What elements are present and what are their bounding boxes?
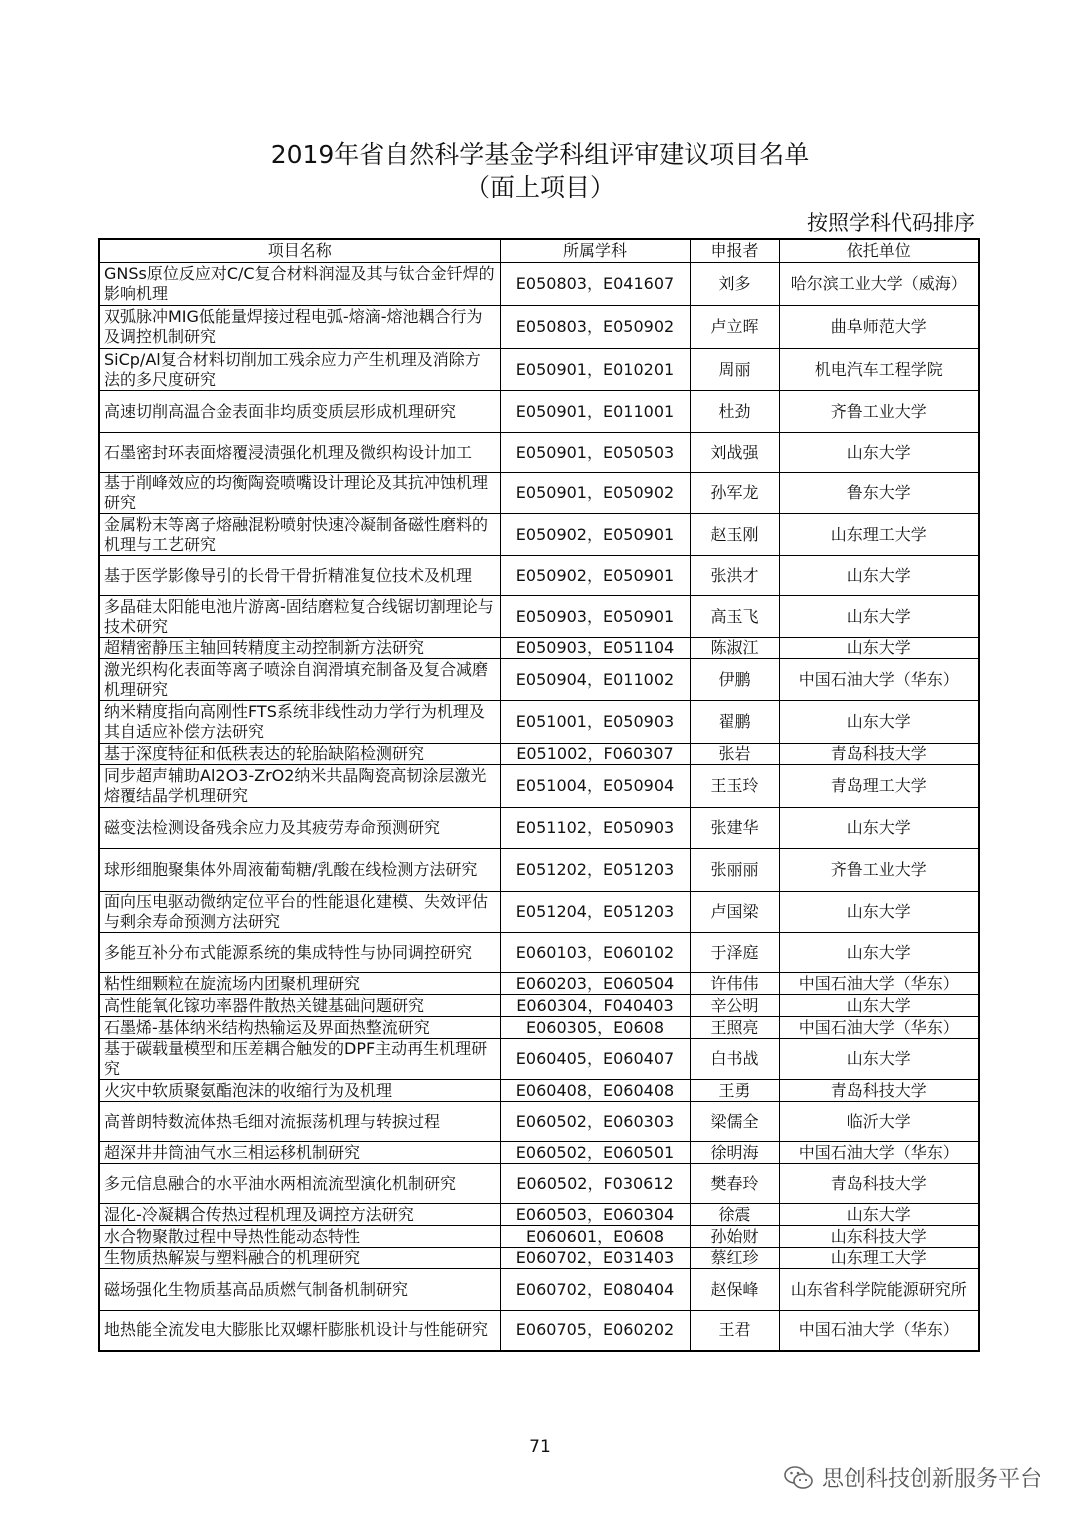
project-name-cell: 粘性细颗粒在旋流场内团聚机理研究 bbox=[99, 973, 500, 995]
table-row bbox=[99, 892, 979, 933]
discipline-cell: E051002，F060307 bbox=[500, 744, 690, 765]
table-row bbox=[99, 973, 979, 995]
host-unit-cell: 青岛科技大学 bbox=[779, 744, 979, 765]
discipline-cell: E050803，E050902 bbox=[500, 306, 690, 349]
host-unit-cell: 山东科技大学 bbox=[779, 1226, 979, 1248]
applicant-cell: 王玉玲 bbox=[690, 765, 779, 808]
host-unit-cell: 山东大学 bbox=[779, 933, 979, 973]
project-name-cell: 火灾中软质聚氨酯泡沫的收缩行为及机理 bbox=[99, 1080, 500, 1102]
discipline-cell: E050803，E041607 bbox=[500, 263, 690, 306]
discipline-cell: E050901，E010201 bbox=[500, 349, 690, 391]
discipline-cell: E060502，F030612 bbox=[500, 1164, 690, 1204]
applicant-cell: 许伟伟 bbox=[690, 973, 779, 995]
host-unit-cell: 中国石油大学（华东） bbox=[779, 1311, 979, 1351]
host-unit-cell: 青岛科技大学 bbox=[779, 1080, 979, 1102]
applicant-cell: 樊春玲 bbox=[690, 1164, 779, 1204]
table-row bbox=[99, 349, 979, 391]
discipline-cell: E060702，E031403 bbox=[500, 1248, 690, 1269]
project-name-cell: 地热能全流发电大膨胀比双螺杆膨胀机设计与性能研究 bbox=[99, 1311, 500, 1351]
discipline-cell: E060408，E060408 bbox=[500, 1080, 690, 1102]
host-unit-cell: 中国石油大学（华东） bbox=[779, 1017, 979, 1039]
column-header-discipline: 所属学科 bbox=[500, 239, 690, 263]
discipline-cell: E050904，E011002 bbox=[500, 659, 690, 701]
applicant-cell: 赵保峰 bbox=[690, 1269, 779, 1311]
table-row bbox=[99, 1269, 979, 1311]
host-unit-cell: 中国石油大学（华东） bbox=[779, 973, 979, 995]
applicant-cell: 周丽 bbox=[690, 349, 779, 391]
applicant-cell: 卢国梁 bbox=[690, 892, 779, 933]
project-name-cell: 同步超声辅助Al2O3-ZrO2纳米共晶陶瓷高韧涂层激光熔覆结晶学机理研究 bbox=[99, 765, 500, 808]
applicant-cell: 梁儒全 bbox=[690, 1102, 779, 1142]
table-row bbox=[99, 808, 979, 849]
watermark bbox=[784, 1462, 1042, 1493]
project-name-cell: 基于深度特征和低秩表达的轮胎缺陷检测研究 bbox=[99, 744, 500, 765]
discipline-cell: E060702，E080404 bbox=[500, 1269, 690, 1311]
table-row bbox=[99, 473, 979, 514]
discipline-cell: E050901，E050902 bbox=[500, 473, 690, 514]
table-row bbox=[99, 1017, 979, 1039]
table-row bbox=[99, 638, 979, 659]
table-row bbox=[99, 765, 979, 808]
column-header-applicant: 申报者 bbox=[690, 239, 779, 263]
discipline-cell: E051001，E050903 bbox=[500, 701, 690, 744]
host-unit-cell: 齐鲁工业大学 bbox=[779, 849, 979, 892]
host-unit-cell: 中国石油大学（华东） bbox=[779, 1142, 979, 1164]
table-row bbox=[99, 596, 979, 638]
project-name-cell: 纳米精度指向高刚性FTS系统非线性动力学行为机理及其自适应补偿方法研究 bbox=[99, 701, 500, 744]
applicant-cell: 高玉飞 bbox=[690, 596, 779, 638]
table-row bbox=[99, 933, 979, 973]
discipline-cell: E060502，E060501 bbox=[500, 1142, 690, 1164]
host-unit-cell: 山东大学 bbox=[779, 556, 979, 596]
applicant-cell: 张岩 bbox=[690, 744, 779, 765]
discipline-cell: E051004，E050904 bbox=[500, 765, 690, 808]
host-unit-cell: 山东大学 bbox=[779, 1204, 979, 1226]
host-unit-cell: 山东大学 bbox=[779, 701, 979, 744]
page-title bbox=[0, 138, 1080, 204]
host-unit-cell: 鲁东大学 bbox=[779, 473, 979, 514]
table-row bbox=[99, 849, 979, 892]
applicant-cell: 王勇 bbox=[690, 1080, 779, 1102]
host-unit-cell: 齐鲁工业大学 bbox=[779, 391, 979, 433]
applicant-cell: 杜劲 bbox=[690, 391, 779, 433]
project-name-cell: 基于碳载量模型和压差耦合触发的DPF主动再生机理研究 bbox=[99, 1039, 500, 1080]
host-unit-cell: 中国石油大学（华东） bbox=[779, 659, 979, 701]
table-row bbox=[99, 1164, 979, 1204]
discipline-cell: E060502，E060303 bbox=[500, 1102, 690, 1142]
column-header-name: 项目名称 bbox=[99, 239, 500, 263]
discipline-cell: E060705，E060202 bbox=[500, 1311, 690, 1351]
discipline-cell: E050902，E050901 bbox=[500, 556, 690, 596]
applicant-cell: 伊鹏 bbox=[690, 659, 779, 701]
project-table bbox=[98, 238, 980, 1352]
table-row bbox=[99, 659, 979, 701]
project-name-cell: 湿化-冷凝耦合传热过程机理及调控方法研究 bbox=[99, 1204, 500, 1226]
project-name-cell: SiCp/Al复合材料切削加工残余应力产生机理及消除方法的多尺度研究 bbox=[99, 349, 500, 391]
discipline-cell: E060601，E0608 bbox=[500, 1226, 690, 1248]
host-unit-cell: 山东大学 bbox=[779, 433, 979, 473]
column-header-unit: 依托单位 bbox=[779, 239, 979, 263]
wechat-icon bbox=[784, 1465, 814, 1491]
applicant-cell: 于泽庭 bbox=[690, 933, 779, 973]
project-name-cell: 水合物聚散过程中导热性能动态特性 bbox=[99, 1226, 500, 1248]
sort-note: 按照学科代码排序 bbox=[807, 211, 975, 235]
table-row bbox=[99, 1142, 979, 1164]
discipline-cell: E051204，E051203 bbox=[500, 892, 690, 933]
discipline-cell: E050901，E011001 bbox=[500, 391, 690, 433]
table-row bbox=[99, 1080, 979, 1102]
host-unit-cell: 山东大学 bbox=[779, 638, 979, 659]
project-name-cell: 高速切削高温合金表面非均质变质层形成机理研究 bbox=[99, 391, 500, 433]
table-row bbox=[99, 1248, 979, 1269]
project-name-cell: 面向压电驱动微纳定位平台的性能退化建模、失效评估与剩余寿命预测方法研究 bbox=[99, 892, 500, 933]
table-row bbox=[99, 433, 979, 473]
discipline-cell: E050902，E050901 bbox=[500, 514, 690, 556]
project-name-cell: 生物质热解炭与塑料融合的机理研究 bbox=[99, 1248, 500, 1269]
host-unit-cell: 山东理工大学 bbox=[779, 514, 979, 556]
host-unit-cell: 曲阜师范大学 bbox=[779, 306, 979, 349]
applicant-cell: 张建华 bbox=[690, 808, 779, 849]
project-name-cell: GNSs原位反应对C/C复合材料润湿及其与钛合金钎焊的影响机理 bbox=[99, 263, 500, 306]
project-name-cell: 石墨密封环表面熔覆浸渍强化机理及微织构设计加工 bbox=[99, 433, 500, 473]
project-name-cell: 基于削峰效应的均衡陶瓷喷嘴设计理论及其抗冲蚀机理研究 bbox=[99, 473, 500, 514]
applicant-cell: 王照亮 bbox=[690, 1017, 779, 1039]
discipline-cell: E050903，E050901 bbox=[500, 596, 690, 638]
watermark-text: 思创科技创新服务平台 bbox=[821, 1467, 1042, 1492]
table-row bbox=[99, 1226, 979, 1248]
discipline-cell: E060503，E060304 bbox=[500, 1204, 690, 1226]
project-name-cell: 球形细胞聚集体外周液葡萄糖/乳酸在线检测方法研究 bbox=[99, 849, 500, 892]
discipline-cell: E060305，E0608 bbox=[500, 1017, 690, 1039]
project-name-cell: 基于医学影像导引的长骨干骨折精准复位技术及机理 bbox=[99, 556, 500, 596]
header-row bbox=[99, 239, 979, 263]
applicant-cell: 张洪才 bbox=[690, 556, 779, 596]
project-name-cell: 磁变法检测设备残余应力及其疲劳寿命预测研究 bbox=[99, 808, 500, 849]
host-unit-cell: 机电汽车工程学院 bbox=[779, 349, 979, 391]
host-unit-cell: 临沂大学 bbox=[779, 1102, 979, 1142]
project-name-cell: 多晶硅太阳能电池片游离-固结磨粒复合线锯切割理论与技术研究 bbox=[99, 596, 500, 638]
project-name-cell: 超深井井筒油气水三相运移机制研究 bbox=[99, 1142, 500, 1164]
project-name-cell: 高普朗特数流体热毛细对流振荡机理与转捩过程 bbox=[99, 1102, 500, 1142]
applicant-cell: 刘多 bbox=[690, 263, 779, 306]
host-unit-cell: 山东大学 bbox=[779, 995, 979, 1017]
discipline-cell: E051202，E051203 bbox=[500, 849, 690, 892]
applicant-cell: 孙军龙 bbox=[690, 473, 779, 514]
project-name-cell: 激光织构化表面等离子喷涂自润滑填充制备及复合减磨机理研究 bbox=[99, 659, 500, 701]
host-unit-cell: 山东大学 bbox=[779, 596, 979, 638]
project-name-cell: 石墨烯-基体纳米结构热输运及界面热整流研究 bbox=[99, 1017, 500, 1039]
discipline-cell: E051102，E050903 bbox=[500, 808, 690, 849]
discipline-cell: E050903，E051104 bbox=[500, 638, 690, 659]
project-name-cell: 磁场强化生物质基高品质燃气制备机制研究 bbox=[99, 1269, 500, 1311]
applicant-cell: 张丽丽 bbox=[690, 849, 779, 892]
table-row bbox=[99, 1039, 979, 1080]
host-unit-cell: 哈尔滨工业大学（威海） bbox=[779, 263, 979, 306]
discipline-cell: E060203，E060504 bbox=[500, 973, 690, 995]
table-row bbox=[99, 514, 979, 556]
table-row bbox=[99, 306, 979, 349]
table-row bbox=[99, 995, 979, 1017]
host-unit-cell: 山东大学 bbox=[779, 1039, 979, 1080]
applicant-cell: 白书战 bbox=[690, 1039, 779, 1080]
table-row bbox=[99, 1311, 979, 1351]
project-name-cell: 高性能氧化镓功率器件散热关键基础问题研究 bbox=[99, 995, 500, 1017]
discipline-cell: E060405，E060407 bbox=[500, 1039, 690, 1080]
table-row bbox=[99, 744, 979, 765]
table-row bbox=[99, 391, 979, 433]
page-number: 71 bbox=[529, 1437, 551, 1457]
applicant-cell: 赵玉刚 bbox=[690, 514, 779, 556]
applicant-cell: 孙始财 bbox=[690, 1226, 779, 1248]
project-name-cell: 金属粉末等离子熔融混粉喷射快速冷凝制备磁性磨料的机理与工艺研究 bbox=[99, 514, 500, 556]
applicant-cell: 陈淑江 bbox=[690, 638, 779, 659]
table-row bbox=[99, 556, 979, 596]
project-name-cell: 多能互补分布式能源系统的集成特性与协同调控研究 bbox=[99, 933, 500, 973]
host-unit-cell: 青岛科技大学 bbox=[779, 1164, 979, 1204]
table-row bbox=[99, 263, 979, 306]
table-row bbox=[99, 1204, 979, 1226]
applicant-cell: 蔡红珍 bbox=[690, 1248, 779, 1269]
project-name-cell: 双弧脉冲MIG低能量焊接过程电弧-熔滴-熔池耦合行为及调控机制研究 bbox=[99, 306, 500, 349]
applicant-cell: 卢立晖 bbox=[690, 306, 779, 349]
discipline-cell: E060103，E060102 bbox=[500, 933, 690, 973]
host-unit-cell: 山东理工大学 bbox=[779, 1248, 979, 1269]
subtitle-line: （面上项目） bbox=[464, 173, 615, 202]
applicant-cell: 徐震 bbox=[690, 1204, 779, 1226]
discipline-cell: E060304，F040403 bbox=[500, 995, 690, 1017]
applicant-cell: 徐明海 bbox=[690, 1142, 779, 1164]
table-row bbox=[99, 701, 979, 744]
host-unit-cell: 山东大学 bbox=[779, 808, 979, 849]
title-line: 2019年省自然科学基金学科组评审建议项目名单 bbox=[270, 140, 810, 169]
project-name-cell: 超精密静压主轴回转精度主动控制新方法研究 bbox=[99, 638, 500, 659]
applicant-cell: 王君 bbox=[690, 1311, 779, 1351]
host-unit-cell: 山东省科学院能源研究所 bbox=[779, 1269, 979, 1311]
table-row bbox=[99, 1102, 979, 1142]
project-name-cell: 多元信息融合的水平油水两相流流型演化机制研究 bbox=[99, 1164, 500, 1204]
host-unit-cell: 山东大学 bbox=[779, 892, 979, 933]
applicant-cell: 翟鹏 bbox=[690, 701, 779, 744]
applicant-cell: 辛公明 bbox=[690, 995, 779, 1017]
applicant-cell: 刘战强 bbox=[690, 433, 779, 473]
host-unit-cell: 青岛理工大学 bbox=[779, 765, 979, 808]
discipline-cell: E050901，E050503 bbox=[500, 433, 690, 473]
